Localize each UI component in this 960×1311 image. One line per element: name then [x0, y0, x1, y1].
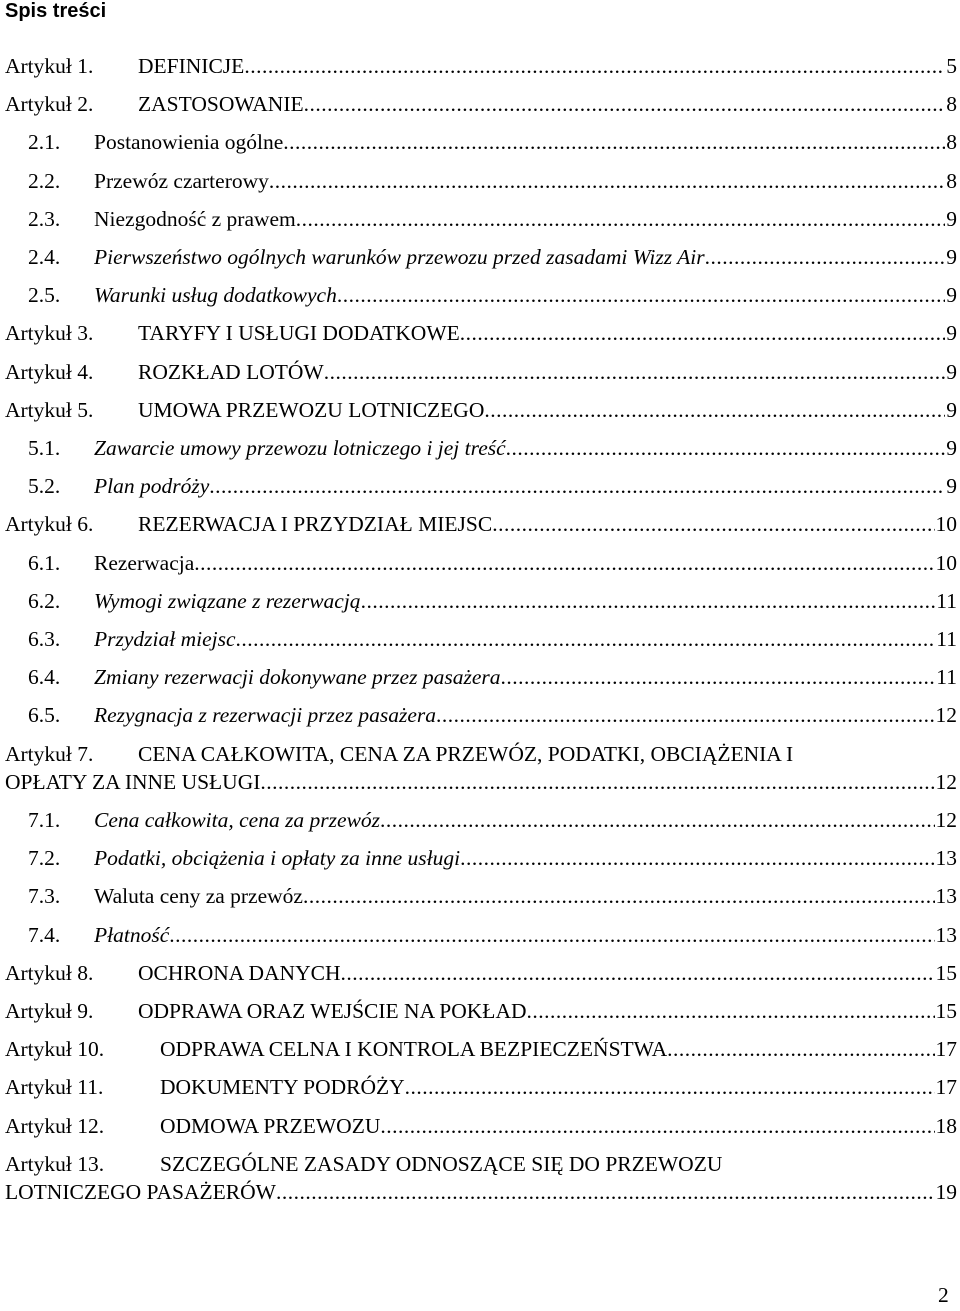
toc-entry-page: 12	[935, 769, 957, 794]
dot-leader	[303, 882, 935, 910]
toc-entry-title: OCHRONA DANYCH	[138, 960, 341, 985]
dot-leader	[296, 205, 945, 233]
toc-entry-title: Cena całkowita, cena za przewóz	[94, 808, 381, 832]
toc-entry[interactable]	[0, 358, 960, 386]
toc-entry-page: 13	[935, 884, 957, 909]
toc-entry-page: 10	[935, 550, 957, 575]
toc-entry-number: 5.1.	[28, 436, 61, 460]
toc-entry-title: ROZKŁAD LOTÓW	[138, 359, 324, 384]
toc-entry-page: 19	[935, 1179, 957, 1204]
toc-entry-page: 5	[946, 54, 957, 78]
toc-entry-number: Artykuł 13.	[5, 1151, 105, 1176]
toc-entry-number: Artykuł 4.	[5, 359, 94, 384]
toc-entry-title: TARYFY I USŁUGI DODATKOWE	[138, 321, 460, 346]
toc-entry[interactable]	[0, 587, 960, 615]
toc-entry-title: Pierwszeństwo ogólnych warunków przewozu przed zasadami Wizz Air	[94, 245, 705, 269]
toc-entry-page: 9	[946, 436, 957, 460]
toc-entry[interactable]	[0, 959, 960, 987]
toc-entry[interactable]	[0, 740, 960, 796]
toc-entry-title: ODPRAWA CELNA I KONTROLA BEZPIECZEŃSTWA	[160, 1037, 668, 1062]
toc-entry-number: 7.2.	[28, 846, 61, 871]
toc-entry-number: 6.3.	[28, 627, 61, 651]
toc-entry[interactable]	[0, 997, 960, 1025]
toc-entry-number: 5.2.	[28, 474, 61, 499]
toc-entry-title: ODPRAWA ORAZ WEJŚCIE NA POKŁAD	[138, 999, 527, 1023]
toc-entry-page: 10	[935, 512, 957, 537]
toc-entry-title: Zmiany rezerwacji dokonywane przez pasażera	[94, 665, 501, 690]
dot-leader	[460, 844, 934, 872]
toc-entry-number: Artykuł 5.	[5, 397, 94, 422]
toc-entry-page: 9	[946, 359, 957, 384]
toc-entry-title: Postanowienia ogólne	[94, 130, 284, 155]
toc-entry[interactable]	[0, 243, 960, 271]
dot-leader	[340, 959, 934, 987]
toc-entry-page: 9	[946, 283, 957, 308]
dot-leader	[324, 358, 946, 386]
toc-entry-title: Warunki usług dodatkowych	[94, 283, 337, 308]
dot-leader	[667, 1035, 934, 1063]
dot-leader	[527, 997, 935, 1025]
dot-leader	[705, 243, 946, 271]
toc-entry-title: Wymogi związane z rezerwacją	[94, 588, 361, 613]
toc-entry-number: Artykuł 9.	[5, 999, 94, 1023]
toc-entry-page: 15	[935, 999, 957, 1023]
dot-leader	[236, 625, 936, 653]
toc-entry-page: 18	[935, 1113, 957, 1138]
toc-entry-number: 2.2.	[28, 168, 61, 193]
toc-entry-title-continued: LOTNICZEGO PASAŻERÓW	[5, 1179, 276, 1204]
dot-leader	[460, 319, 945, 347]
dot-leader	[361, 587, 936, 615]
toc-entry-number: 2.1.	[28, 130, 61, 155]
dot-leader	[484, 396, 945, 424]
toc-entry-title: CENA CAŁKOWITA, CENA ZA PRZEWÓZ, PODATKI, OBCIĄŻENIA I	[138, 741, 794, 766]
toc-entry[interactable]	[0, 806, 960, 834]
toc-entry[interactable]	[0, 921, 960, 949]
dot-leader	[380, 806, 934, 834]
toc-entry[interactable]	[0, 663, 960, 691]
toc-entry-title: DEFINICJE	[138, 54, 245, 78]
toc-entry-page: 8	[946, 130, 957, 155]
toc-entry-title: ODMOWA PRZEWOZU	[160, 1113, 381, 1138]
toc-entry-page: 9	[946, 321, 957, 346]
toc-entry-title: Niezgodność z prawem	[94, 206, 296, 231]
dot-leader	[276, 1178, 935, 1206]
dot-leader	[436, 701, 935, 729]
toc-entry-number: Artykuł 6.	[5, 512, 94, 537]
toc-entry-number: 7.3.	[28, 884, 61, 909]
toc-entry-title: REZERWACJA I PRZYDZIAŁ MIEJSC	[138, 512, 493, 537]
dot-leader	[492, 510, 934, 538]
page-number: 2	[938, 1283, 949, 1307]
toc-entry-number: Artykuł 2.	[5, 92, 94, 117]
toc-entry-title: Waluta ceny za przewóz	[94, 884, 303, 909]
dot-leader	[380, 1112, 934, 1140]
toc-entry-title: Przewóz czarterowy	[94, 168, 269, 193]
toc-entry-number: 6.4.	[28, 665, 61, 690]
toc-entry-page: 11	[936, 665, 957, 690]
dot-leader	[500, 663, 935, 691]
toc-entry-title: SZCZEGÓLNE ZASADY ODNOSZĄCE SIĘ DO PRZEWOZU	[160, 1151, 723, 1176]
toc-entry[interactable]	[0, 90, 960, 118]
toc-entry[interactable]	[0, 1035, 960, 1063]
toc-entry-title: Plan podróży	[94, 474, 210, 499]
toc-entry-page: 13	[935, 922, 957, 947]
toc-entry-page: 12	[935, 808, 957, 832]
toc-entry-title: DOKUMENTY PODRÓŻY	[160, 1075, 405, 1100]
toc-heading: Spis treści	[5, 0, 107, 22]
toc-entry-page: 17	[935, 1075, 957, 1100]
dot-leader	[244, 52, 945, 80]
toc-entry[interactable]	[0, 128, 960, 156]
toc-entry-page: 9	[946, 397, 957, 422]
toc-entry-title: ZASTOSOWANIE	[138, 92, 304, 117]
toc-entry-number: Artykuł 7.	[5, 741, 94, 766]
toc-entry-page: 8	[946, 168, 957, 193]
toc-entry-page: 12	[935, 703, 957, 728]
toc-entry-page: 11	[936, 627, 957, 651]
toc-entry[interactable]	[0, 434, 960, 462]
toc-entry-title: Podatki, obciążenia i opłaty za inne usługi	[94, 846, 461, 871]
dot-leader	[337, 281, 945, 309]
toc-entry-number: 2.5.	[28, 283, 61, 308]
toc-entry-page: 17	[935, 1037, 957, 1062]
toc-entry[interactable]	[0, 319, 960, 347]
toc-entry-number: 2.4.	[28, 245, 61, 269]
toc-entry-page: 15	[935, 960, 957, 985]
toc-entry-page: 9	[946, 245, 957, 269]
toc-entry[interactable]	[0, 205, 960, 233]
toc-entry-title: Rezerwacja	[94, 550, 195, 575]
toc-entry-number: Artykuł 12.	[5, 1113, 105, 1138]
dot-leader	[283, 128, 945, 156]
toc-entry-page: 13	[935, 846, 957, 871]
toc-entry-title-continued: OPŁATY ZA INNE USŁUGI	[5, 769, 261, 794]
toc-entry-page: 9	[946, 206, 957, 231]
toc-entry[interactable]	[0, 549, 960, 577]
toc-entry-number: 7.1.	[28, 808, 61, 832]
toc-entry[interactable]	[0, 510, 960, 538]
dot-leader	[304, 90, 946, 118]
dot-leader	[269, 167, 945, 195]
dot-leader	[209, 472, 945, 500]
dot-leader	[405, 1073, 935, 1101]
toc-entry-number: Artykuł 3.	[5, 321, 94, 346]
toc-entry[interactable]	[0, 882, 960, 910]
toc-entry[interactable]	[0, 1073, 960, 1101]
toc-entry-number: 7.4.	[28, 922, 61, 947]
toc-entry[interactable]	[0, 52, 960, 80]
toc-entry-number: Artykuł 11.	[5, 1075, 104, 1100]
toc-entry-number: 6.1.	[28, 550, 61, 575]
toc-entry[interactable]	[0, 701, 960, 729]
toc-entry[interactable]	[0, 1150, 960, 1206]
toc-entry[interactable]	[0, 281, 960, 309]
toc-entry[interactable]	[0, 625, 960, 653]
dot-leader	[194, 549, 934, 577]
toc-entry-page: 11	[936, 588, 957, 613]
toc-entry-number: 6.2.	[28, 588, 61, 613]
toc-entry-page: 8	[946, 92, 957, 117]
toc-entry[interactable]	[0, 472, 960, 500]
toc-entry-title: Rezygnacja z rezerwacji przez pasażera	[94, 703, 436, 728]
dot-leader	[506, 434, 946, 462]
toc-entry-number: 6.5.	[28, 703, 61, 728]
toc-entry[interactable]	[0, 844, 960, 872]
toc-entry[interactable]	[0, 396, 960, 424]
toc-entry-title: Płatność	[94, 922, 170, 947]
toc-entry[interactable]	[0, 167, 960, 195]
dot-leader	[169, 921, 934, 949]
dot-leader	[260, 768, 934, 796]
toc-entry-page: 9	[946, 474, 957, 499]
toc-entry-number: Artykuł 8.	[5, 960, 94, 985]
toc-entry[interactable]	[0, 1112, 960, 1140]
toc-entry-number: Artykuł 1.	[5, 54, 94, 78]
toc-entry-title: Przydział miejsc	[94, 627, 236, 651]
toc-entry-number: Artykuł 10.	[5, 1037, 105, 1062]
toc-entry-title: Zawarcie umowy przewozu lotniczego i jej treść	[94, 436, 506, 460]
toc-entry-title: UMOWA PRZEWOZU LOTNICZEGO	[138, 397, 485, 422]
toc-entry-number: 2.3.	[28, 206, 61, 231]
